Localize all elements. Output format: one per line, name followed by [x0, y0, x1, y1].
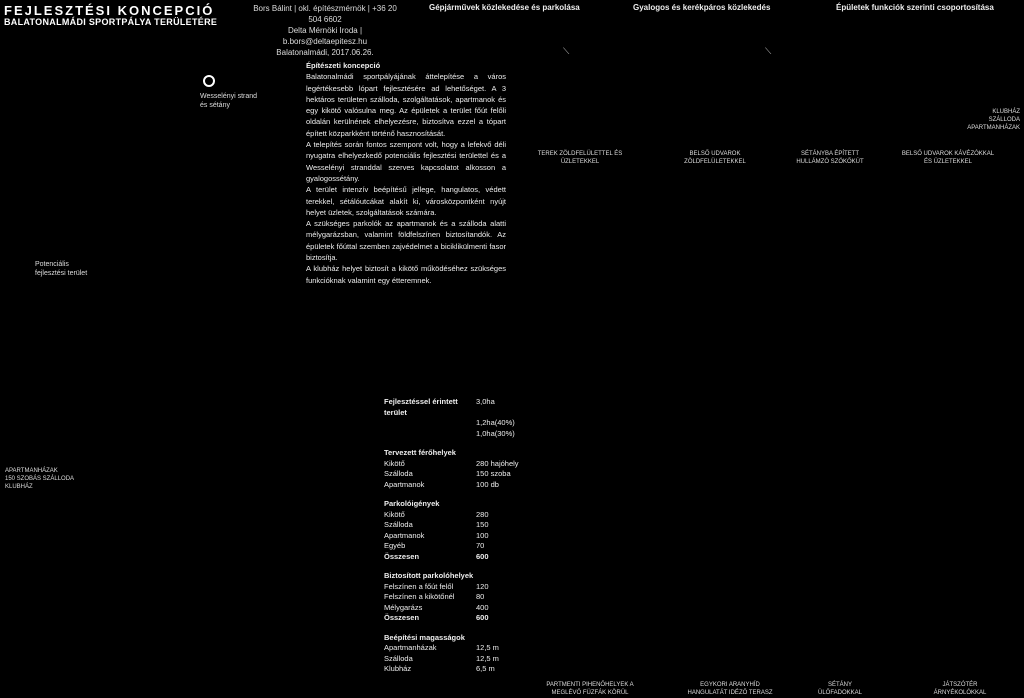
stats-heights [384, 633, 536, 675]
stat-value: 80 [476, 592, 485, 601]
north-arrow-icon: ⟍ [765, 46, 772, 56]
caption-line: SÉTÁNY [827, 682, 852, 688]
caption-line: HANGULATÁT IDÉZŐ TERASZ [687, 690, 773, 696]
stat-value: 150 szoba [476, 469, 511, 478]
stat-value: 70 [476, 541, 485, 550]
building-legend-right [930, 108, 1020, 132]
caption-line: JÁTSZÓTÉR [942, 682, 978, 688]
stat-label: Egyéb [384, 541, 406, 550]
caption-line: EGYKORI ARANYHÍD [700, 682, 760, 688]
caption-inner-courts-cafes [878, 150, 1018, 166]
right-apartments: APARTMANHÁZAK [967, 125, 1020, 131]
secured-parking-heading: Biztosított parkolóhelyek [384, 571, 474, 580]
stat-label: Kikötő [384, 458, 405, 468]
stat-value: 100 db [476, 479, 499, 489]
stat-value: 600 [476, 551, 489, 561]
stat-label: Mélygarázs [384, 602, 423, 612]
author-line-1: Bors Bálint | okl. építészmérnök | +36 20 504 6602 [253, 4, 397, 24]
stat-label: Felszínen a kikötőnél [384, 592, 455, 601]
author-line-3: Balatonalmádi, 2017.06.26. [276, 48, 374, 57]
concept-paragraph: A klubház helyet biztosít a kikötő működéséhez szükséges funkcióknak valamint egy étteremnek. [306, 264, 506, 285]
caption-terrace [660, 681, 800, 697]
location-marker-icon [203, 75, 215, 87]
stat-label: Összesen [384, 551, 420, 561]
stats-secured-parking [384, 571, 536, 624]
area-value: 1,2ha(40%) [476, 418, 515, 427]
caption-promenade [790, 681, 890, 697]
area-value: 3,0ha [476, 397, 495, 406]
area-label: Fejlesztéssel érintett terület [384, 397, 458, 417]
strand-label-line-2: és sétány [200, 102, 230, 109]
concept-heading: Építészeti koncepció [306, 61, 381, 70]
stat-value: 600 [476, 613, 489, 622]
stat-label: Összesen [384, 613, 420, 622]
stat-label: Szálloda [384, 469, 413, 478]
column-heading-pedestrian: Gyalogos és kerékpáros közlekedés [633, 3, 771, 12]
caption-line: BELSŐ UDVAROK KÁVÉZÓKKAL [901, 151, 995, 157]
stat-value: 280 hajóhely [476, 458, 519, 468]
author-line-2: Delta Mérnöki Iroda | b.bors@deltaepitesz.hu [282, 26, 368, 46]
stat-value: 12,5 m [476, 653, 499, 663]
caption-rest-areas [520, 681, 660, 697]
area-value: 1,0ha(30%) [476, 428, 515, 438]
building-clubhouse: KLUBHÁZ [5, 484, 33, 490]
concept-paragraph: A telepítés során fontos szempont volt, hogy a lefekvő déli nyugatra elhelyezkedő potenciális fejlesztési területtel és a Wesselényi stranddal szerves kapcsolatot alkosson a gyalogossétány. [306, 140, 506, 183]
stats-parking-needs [384, 499, 536, 562]
stat-label: Szálloda [384, 520, 413, 529]
concept-paragraph: A szükséges parkolók az apartmanok és a szálloda alatti mélygarázsban, valamint földfelszínen biztosítandók. Az épületek főúttal szemben zajvédelmet a biciklikülmenti fasor biztosítja. [306, 219, 506, 263]
statistics-table [384, 397, 536, 675]
caption-squares [520, 150, 640, 166]
stat-value: 120 [476, 581, 489, 591]
caption-playground [910, 681, 1010, 697]
heights-heading: Beépítési magasságok [384, 632, 465, 642]
column-heading-traffic: Gépjárművek közlekedése és parkolása [429, 3, 580, 12]
building-legend [5, 467, 74, 491]
right-clubhouse: KLUBHÁZ [992, 109, 1020, 115]
planned-heading: Tervezett férőhelyek [384, 448, 456, 457]
caption-inner-courts-green [660, 150, 770, 166]
caption-line: TEREK ZÖLDFELÜLETTEL ÉS [537, 151, 623, 157]
stat-value: 150 [476, 520, 489, 529]
parking-needs-heading: Parkolóigények [384, 499, 440, 508]
page-subtitle: BALATONALMÁDI SPORTPÁLYA TERÜLETÉRE [4, 17, 218, 27]
concept-paragraph: A terület intenzív beépítésű jellege, hangulatos, védett terekkel, sétálóutcákat alakít ki, városközpontként nyújt helyet üzletek, szolgáltatások számára. [306, 185, 506, 217]
caption-line: ÜLŐFADOKKAL [817, 690, 862, 696]
author-block [250, 3, 400, 58]
building-hotel: 150 SZOBÁS SZÁLLODA [5, 476, 75, 482]
stat-value: 6,5 m [476, 664, 495, 673]
stats-area [384, 397, 536, 439]
potential-area-label [35, 260, 87, 278]
right-hotel: SZÁLLODA [988, 117, 1020, 123]
caption-line: ÜZLETEKKEL [560, 159, 600, 165]
potential-label-line-2: fejlesztési terület [35, 270, 88, 277]
caption-line: ZÖLDFELÜLETEKKEL [684, 159, 746, 165]
caption-line: ÁRNYÉKOLÓKKAL [933, 690, 987, 696]
stat-label: Klubház [384, 664, 412, 673]
stat-value: 280 [476, 509, 489, 519]
potential-label-line-1: Potenciális [35, 261, 69, 268]
caption-line: MEGLÉVŐ FÜZFÁK KÖRÜL [551, 690, 629, 696]
caption-fountain [775, 150, 885, 166]
north-arrow-icon: ⟍ [563, 46, 570, 56]
strand-label [200, 92, 257, 110]
stat-label: Szálloda [384, 653, 413, 663]
stat-label: Felszínen a főút felől [384, 581, 454, 591]
stat-label: Apartmanok [384, 479, 425, 489]
strand-label-line-1: Wesselényi strand [200, 93, 258, 100]
caption-line: SÉTÁNYBA ÉPÍTETT [800, 151, 859, 157]
concept-paragraph: Balatonalmádi sportpályájának áttelepítése a város legértékesebb lópart fejlesztésére ad lehetőséget. A 3 hektáros területen szálloda, szolgáltatások, apartmanok és egy kikötő valósulna meg. Az épületek a terület főút felőli oldalán kerülnének elhelyezésre, biztosítva ezzel a tópart épített közparkként történő hasznosítását. [306, 72, 506, 138]
stat-label: Apartmanházak [384, 643, 437, 652]
stat-value: 100 [476, 530, 489, 540]
stat-value: 12,5 m [476, 643, 499, 652]
caption-line: HULLÁMZÓ SZÖKŐKÚT [796, 159, 864, 165]
stat-label: Apartmanok [384, 530, 425, 540]
stat-value: 400 [476, 602, 489, 612]
caption-line: PARTMENTI PIHENŐHELYEK A [546, 682, 634, 688]
caption-line: BELSŐ UDVAROK [689, 151, 741, 157]
column-heading-functions: Épületek funkciók szerinti csoportosítása [836, 3, 994, 12]
page-title: FEJLESZTÉSI KONCEPCIÓ [4, 3, 215, 18]
stat-label: Kikötő [384, 509, 405, 519]
building-apartments: APARTMANHÁZAK [5, 468, 58, 474]
concept-text [306, 60, 506, 286]
stats-planned [384, 448, 536, 490]
caption-line: ÉS ÜZLETEKKEL [923, 159, 973, 165]
